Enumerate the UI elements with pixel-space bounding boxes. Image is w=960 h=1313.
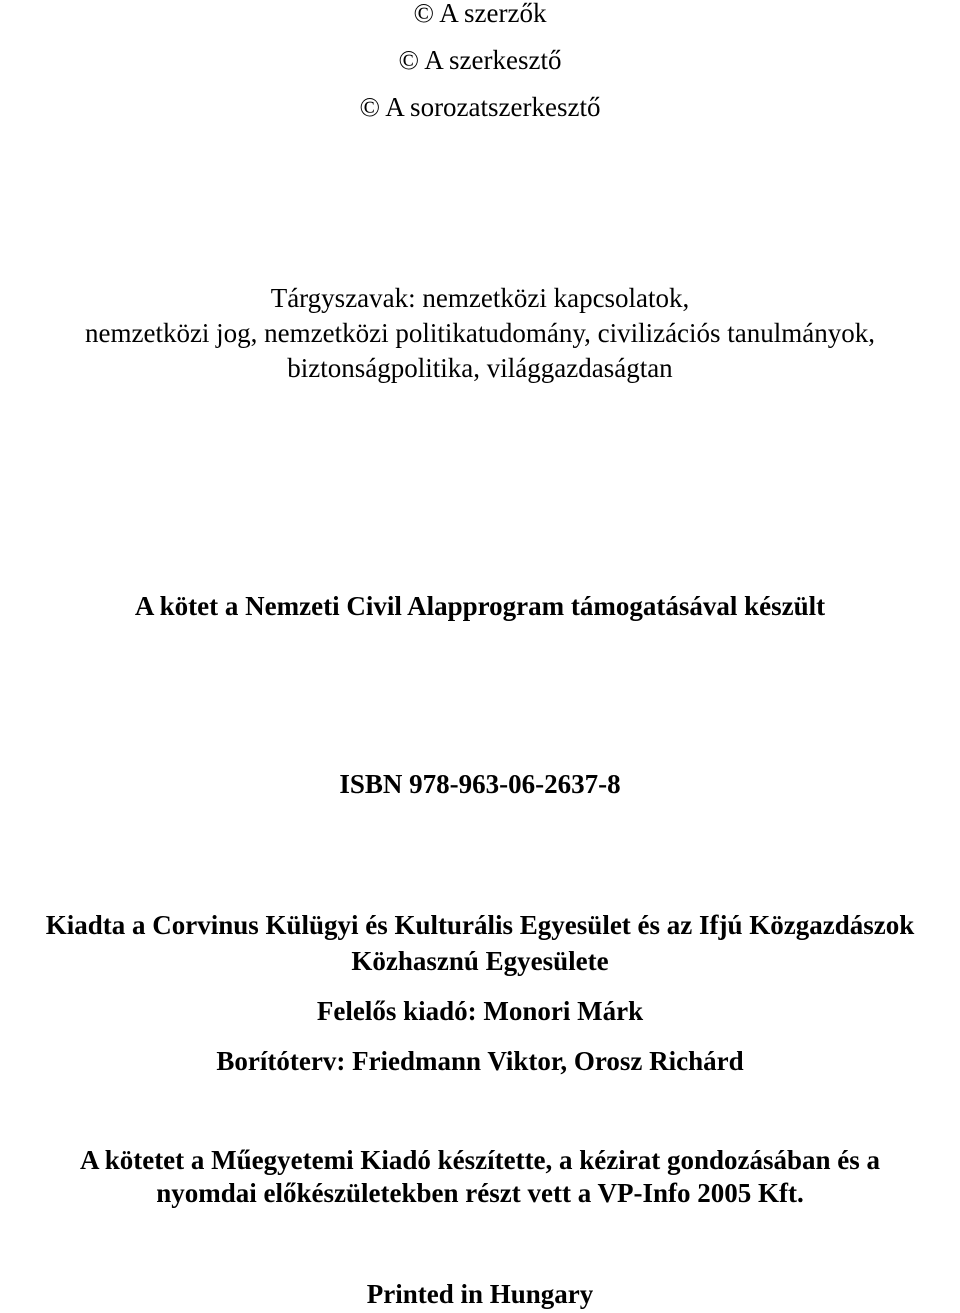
copyright-holder: A szerzők (439, 0, 547, 28)
responsible-publisher: Felelős kiadó: Monori Márk (316, 996, 644, 1026)
copyright-authors (0, 0, 960, 27)
isbn: ISBN 978-963-06-2637-8 (339, 769, 621, 799)
cover-design: Borítóterv: Friedmann Viktor, Orosz Richárd (216, 1046, 744, 1076)
copyright-editor (0, 47, 960, 74)
publisher-line: Kiadta a Corvinus Külügyi és Kulturális Egyesület és az Ifjú Közgazdászok (45, 910, 915, 940)
keywords-line: Tárgyszavak: nemzetközi kapcsolatok, (270, 283, 690, 313)
copyright-holder: A szerkesztő (424, 45, 562, 75)
copyright-symbol: © (398, 45, 420, 75)
copyright-symbol: © (413, 0, 435, 28)
printing-line: A kötetet a Műegyetemi Kiadó készítette, a kézirat gondozásában és a (79, 1145, 881, 1175)
publisher-line: Közhasznú Egyesülete (351, 946, 609, 976)
printing-line: nyomdai előkészületekben részt vett a VP-Info 2005 Kft. (156, 1178, 804, 1208)
keywords-line: nemzetközi jog, nemzetközi politikatudomány, civilizációs tanulmányok, (84, 318, 876, 348)
keywords-line: biztonságpolitika, világgazdaságtan (287, 353, 673, 383)
funding-note: A kötet a Nemzeti Civil Alapprogram támogatásával készült (134, 591, 826, 621)
copyright-series-editor (0, 94, 960, 121)
copyright-holder: A sorozatszerkesztő (385, 92, 601, 122)
printed-in: Printed in Hungary (366, 1279, 594, 1309)
copyright-symbol: © (359, 92, 381, 122)
